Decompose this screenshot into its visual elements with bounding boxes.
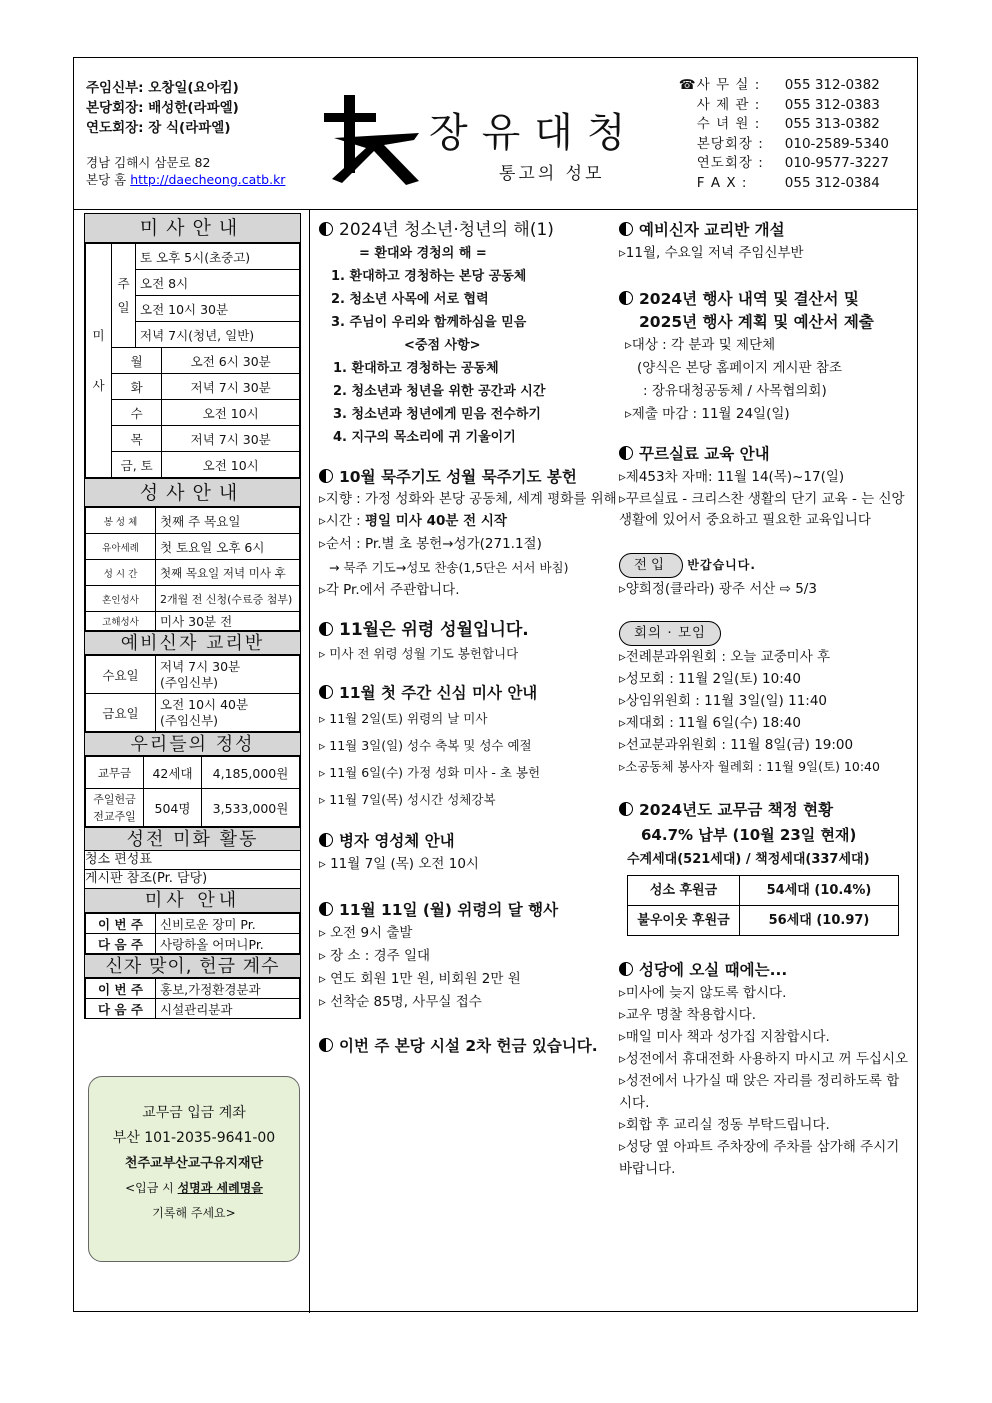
catechism-day: 수요일 — [86, 656, 156, 694]
account-title: 교무금 입금 계좌 — [142, 1105, 246, 1121]
contact-row: ☎ 사 무 실 : 055 312-0382 — [679, 76, 889, 96]
sunday-mass-time: 토 오후 5시(초중고) — [136, 244, 300, 270]
transfer-in-line: ▹양희정(클라라) 광주 서산 ⇨ 5/3 — [619, 581, 817, 597]
sacrament-name: 혼인성사 — [86, 586, 156, 612]
contact-row: 수 녀 원 : 055 313-0382 — [696, 116, 880, 132]
sunday-label: 주일 — [112, 244, 136, 348]
telephone-icon: ☎ — [678, 77, 696, 93]
souls-event-item: ▹ 오전 9시 출발 — [319, 925, 413, 941]
report-item: ▹대상 : 각 분과 및 제단체 — [625, 337, 776, 353]
rosary-line: → 묵주 기도→성모 찬송(1,5단은 서서 바침) — [329, 560, 569, 575]
half-circle-icon — [619, 962, 633, 976]
account-holder: 천주교부산교구유지재단 — [124, 1156, 264, 1171]
report-item: (양식은 본당 홈페이지 게시판 참조 — [637, 360, 843, 376]
sacrament-name: 성 시 간 — [86, 560, 156, 586]
bulletin-header — [74, 58, 917, 210]
sick-communion-heading: 병자 영성체 안내 — [319, 829, 619, 853]
weekday-label: 금, 토 — [112, 452, 162, 478]
half-circle-icon — [319, 833, 333, 847]
sacrament-time: 첫째 목요일 저녁 미사 후 — [156, 560, 300, 586]
youth-year-item: 3. 주님이 우리와 함께하심을 믿음 — [331, 315, 527, 330]
duty-group: 사랑하올 어머니Pr. — [156, 934, 300, 954]
offering-count: 42세대 — [144, 757, 202, 789]
sacrament-time: 2개월 전 신청(수료증 첨부) — [156, 586, 300, 612]
pastor-line: 주임신부: 오창일(요아킴) — [86, 80, 239, 96]
focus-point: 1. 환대하고 경청하는 공동체 — [333, 361, 499, 376]
offering-type: 주일헌금 전교주일 — [86, 789, 144, 827]
fund-value: 54세대 (10.4%) — [740, 876, 899, 906]
etiquette-item: ▹미사에 늦지 않도록 합시다. — [619, 985, 787, 1001]
meeting-item: ▹제대회 : 11월 6일(수) 18:40 — [619, 715, 801, 731]
etiquette-item: ▹성전에서 나가실 때 앉은 자리를 정리하도록 합시다. — [619, 1073, 900, 1111]
souls-month-heading: 11월은 위령 성월입니다. — [319, 618, 619, 642]
rosary-line: ▹시간 : 평일 미사 40분 전 시작 — [319, 513, 507, 529]
souls-event-heading: 11월 11일 (월) 위령의 달 행사 — [319, 898, 619, 922]
devotion-mass-item: ▹ 11월 3일(일) 성수 축복 및 성수 예절 — [319, 738, 532, 753]
mass-duty-table — [85, 913, 300, 954]
offering-heading: 우리들의 정성 — [85, 732, 300, 756]
focus-point: 4. 지구의 목소리에 귀 기울이기 — [333, 430, 516, 445]
welcome-text: 반갑습니다. — [687, 558, 756, 572]
rosary-line: ▹지향 : 가정 성화와 본당 공동체, 세계 평화를 위해 — [319, 491, 617, 507]
mass-guide-heading: 미사안내 — [85, 214, 300, 243]
souls-month-line: ▹ 미사 전 위령 성월 기도 봉헌합니다 — [319, 646, 519, 661]
rosary-line: ▹각 Pr.에서 주관합니다. — [319, 582, 460, 598]
meeting-item: ▹선교분과위원회 : 11월 8일(금) 19:00 — [619, 737, 854, 753]
meeting-item: ▹전례분과위원회 : 오늘 교중미사 후 — [619, 649, 831, 665]
weekday-time: 오전 6시 30분 — [162, 348, 300, 374]
left-column — [84, 213, 301, 1019]
sacrament-name: 유아세례 — [86, 534, 156, 560]
clergy-info — [86, 78, 239, 138]
beautify-heading: 성전 미화 활동 — [85, 827, 300, 851]
transfer-in-pill: 전입 — [619, 553, 683, 578]
weekday-time: 저녁 7시 30분 — [162, 374, 300, 400]
sacrament-time: 첫 토요일 오후 6시 — [156, 534, 300, 560]
offering-table — [85, 756, 300, 827]
bulletin-subtitle: 통고의 성모 — [499, 164, 605, 184]
support-fund-table — [627, 875, 899, 936]
catechism-table — [85, 655, 300, 732]
report-heading: 2024년 행사 내역 및 결산서 및 — [619, 287, 911, 311]
sacrament-heading: 성사안내 — [85, 478, 300, 507]
contact-row: F A X : 055 312-0384 — [696, 174, 880, 191]
etiquette-item: ▹회합 후 교리실 정동 부탁드립니다. — [619, 1117, 830, 1133]
duty-group: 홍보,가정환경분과 — [156, 979, 300, 999]
sacrament-time: 미사 30분 전 — [156, 612, 300, 631]
half-circle-icon — [619, 222, 633, 236]
fund-name: 성소 후원금 — [628, 876, 740, 906]
etiquette-item: ▹성전에서 휴대전화 사용하지 마시고 꺼 두십시오 — [619, 1051, 909, 1067]
fund-value: 56세대 (10.97) — [740, 906, 899, 936]
half-circle-icon — [619, 802, 633, 816]
homepage-label: 본당 홈 — [86, 172, 127, 187]
mass-label: 미사 — [86, 244, 112, 478]
masthead — [324, 93, 664, 188]
tithe-progress: 64.7% 납부 (10월 23일 현재) — [641, 826, 857, 844]
youth-year-item: 1. 환대하고 경청하는 본당 공동체 — [331, 269, 527, 284]
tithe-heading: 2024년도 교무금 책정 현황 — [619, 798, 911, 822]
address-block — [86, 154, 285, 188]
half-circle-icon — [319, 685, 333, 699]
offering-amount: 3,533,000원 — [202, 789, 300, 827]
greeting-table — [85, 978, 300, 1019]
devotion-mass-item: ▹ 11월 2일(토) 위령의 날 미사 — [319, 711, 488, 726]
report-heading-line2: 2025년 행사 계획 및 예산서 제출 — [639, 313, 874, 331]
half-circle-icon — [319, 622, 333, 636]
half-circle-icon — [319, 222, 333, 236]
duty-week: 다 음 주 — [86, 999, 156, 1019]
sunday-mass-time: 저녁 7시(청년, 일반) — [136, 322, 300, 348]
beautify-line: 게시판 참조(Pr. 담당) — [85, 870, 300, 889]
sunday-mass-time: 오전 8시 — [136, 270, 300, 296]
mass-schedule-table — [85, 243, 300, 478]
offering-count: 504명 — [144, 789, 202, 827]
fund-name: 불우이웃 후원금 — [628, 906, 740, 936]
column-divider — [309, 210, 310, 1313]
rosary-heading: 10월 묵주기도 성월 묵주기도 봉헌 — [319, 465, 619, 489]
catechism-heading: 예비신자 교리반 — [85, 631, 300, 655]
address: 경남 김해시 삼문로 82 — [86, 155, 211, 170]
half-circle-icon — [319, 902, 333, 916]
beautify-line: 청소 편성표 — [85, 851, 300, 870]
contact-row: 연도회장 : 010-9577-3227 — [696, 155, 889, 171]
parish-chair-line: 본당회장: 배성한(라파엘) — [86, 100, 239, 116]
transfer-in-row — [619, 553, 911, 578]
duty-group: 시설관리분과 — [156, 999, 300, 1019]
etiquette-item: ▹교우 명찰 착용합시다. — [619, 1007, 757, 1023]
duty-week: 이 번 주 — [86, 914, 156, 934]
account-note: 기록해 주세요> — [152, 1206, 236, 1220]
weekday-label: 월 — [112, 348, 162, 374]
focus-points-heading: <중점 사항> — [404, 338, 481, 353]
sunday-mass-time: 오전 10시 30분 — [136, 296, 300, 322]
district-chair-line: 연도회장: 장 식(라파엘) — [86, 120, 231, 136]
devotion-mass-item: ▹ 11월 6일(수) 가정 성화 미사 - 초 봉헌 — [319, 765, 541, 780]
duty-week: 이 번 주 — [86, 979, 156, 999]
catechism-day: 금요일 — [86, 694, 156, 732]
duty-week: 다 음 주 — [86, 934, 156, 954]
meetings-row — [619, 621, 911, 646]
contact-row: 사 제 관 : 055 312-0383 — [696, 96, 880, 113]
weekday-label: 수 — [112, 400, 162, 426]
half-circle-icon — [619, 291, 633, 305]
devotion-mass-heading: 11월 첫 주간 신심 미사 안내 — [319, 681, 619, 705]
souls-event-item: ▹ 연도 회원 1만 원, 비회원 2만 원 — [319, 971, 521, 987]
sacrament-time: 첫째 주 목요일 — [156, 508, 300, 534]
bank-account-box — [88, 1076, 300, 1262]
rosary-line: ▹순서 : Pr.별 초 봉헌→성가(271.1절) — [319, 536, 542, 552]
sacrament-name: 고해성사 — [86, 612, 156, 631]
right-column — [619, 218, 911, 1180]
youth-year-subtitle: = 환대와 경청의 해 = — [359, 246, 487, 261]
meetings-pill: 회의 · 모임 — [619, 621, 721, 646]
account-number: 부산 101-2035-9641-00 — [112, 1130, 276, 1146]
sacrament-table — [85, 507, 300, 631]
mass-duty-heading: 미사 안내 — [85, 889, 300, 913]
youth-year-heading: 2024년 청소년·청년의 해(1) — [319, 218, 619, 242]
homepage-link[interactable]: http://daecheong.catb.kr — [130, 172, 286, 187]
weekday-time: 저녁 7시 30분 — [162, 426, 300, 452]
catechism-open-line: ▹11월, 수요일 저녁 주임신부반 — [619, 245, 804, 261]
second-collection-heading: 이번 주 본당 시설 2차 헌금 있습니다. — [319, 1034, 619, 1058]
souls-event-item: ▹ 장 소 : 경주 일대 — [319, 948, 431, 964]
youth-year-item: 2. 청소년 사목에 서로 협력 — [331, 292, 489, 307]
bulletin-title: 장유대청 — [429, 110, 640, 156]
souls-event-item: ▹ 선착순 85명, 사무실 접수 — [319, 994, 482, 1010]
greeting-heading: 신자 맞이, 헌금 계수 — [85, 954, 300, 978]
half-circle-icon — [619, 446, 633, 460]
meeting-item: ▹성모회 : 11월 2일(토) 10:40 — [619, 671, 801, 687]
report-item: ▹제출 마감 : 11월 24일(일) — [625, 406, 790, 422]
etiquette-item: ▹매일 미사 책과 성가집 지참합시다. — [619, 1029, 830, 1045]
account-note: <입금 시 성명과 세례명을 — [125, 1181, 263, 1195]
tithe-households: 수계세대(521세대) / 책정세대(337세대) — [627, 852, 870, 867]
devotion-mass-item: ▹ 11월 7일(목) 성시간 성체강복 — [319, 792, 496, 807]
weekday-label: 목 — [112, 426, 162, 452]
sacrament-name: 봉 성 체 — [86, 508, 156, 534]
report-item: : 장유대청공동체 / 사목협의회) — [643, 383, 827, 399]
duty-group: 신비로운 장미 Pr. — [156, 914, 300, 934]
half-circle-icon — [319, 1038, 333, 1052]
weekday-label: 화 — [112, 374, 162, 400]
contact-row: 본당회장 : 010-2589-5340 — [696, 135, 889, 152]
cursillo-line: ▹꾸르실료 - 크리스찬 생활의 단기 교육 - 는 신앙생활에 있어서 중요하고 필요한 교육입니다 — [619, 491, 905, 528]
contact-list — [679, 76, 889, 193]
focus-point: 3. 청소년과 청년에게 믿음 전수하기 — [333, 407, 541, 422]
sick-communion-line: ▹ 11월 7일 (목) 오전 10시 — [319, 856, 479, 872]
offering-amount: 4,185,000원 — [202, 757, 300, 789]
cursillo-line: ▹제453차 자매: 11월 14(목)~17(일) — [619, 469, 845, 485]
etiquette-item: ▹성당 옆 아파트 주차장에 주차를 삼가해 주시기 바랍니다. — [619, 1139, 900, 1177]
half-circle-icon — [319, 469, 333, 483]
catechism-time: 오전 10시 40분 (주임신부) — [156, 694, 300, 732]
focus-point: 2. 청소년과 청년을 위한 공간과 시간 — [333, 384, 546, 399]
etiquette-heading: 성당에 오실 때에는... — [619, 958, 911, 982]
cursillo-heading: 꾸르실료 교육 안내 — [619, 442, 911, 466]
catechism-time: 저녁 7시 30분 (주임신부) — [156, 656, 300, 694]
meeting-item: ▹소공동체 봉사자 월례회 : 11월 9일(토) 10:40 — [619, 759, 880, 774]
bulletin-sheet — [73, 57, 918, 1312]
meeting-item: ▹상임위원회 : 11월 3일(일) 11:40 — [619, 693, 828, 709]
offering-type: 교무금 — [86, 757, 144, 789]
cross-logo-icon — [324, 93, 424, 188]
catechism-open-heading: 예비신자 교리반 개설 — [619, 218, 911, 242]
weekday-time: 오전 10시 — [162, 400, 300, 426]
middle-column — [319, 218, 619, 1058]
weekday-time: 오전 10시 — [162, 452, 300, 478]
mass-guide-box — [84, 213, 301, 1019]
